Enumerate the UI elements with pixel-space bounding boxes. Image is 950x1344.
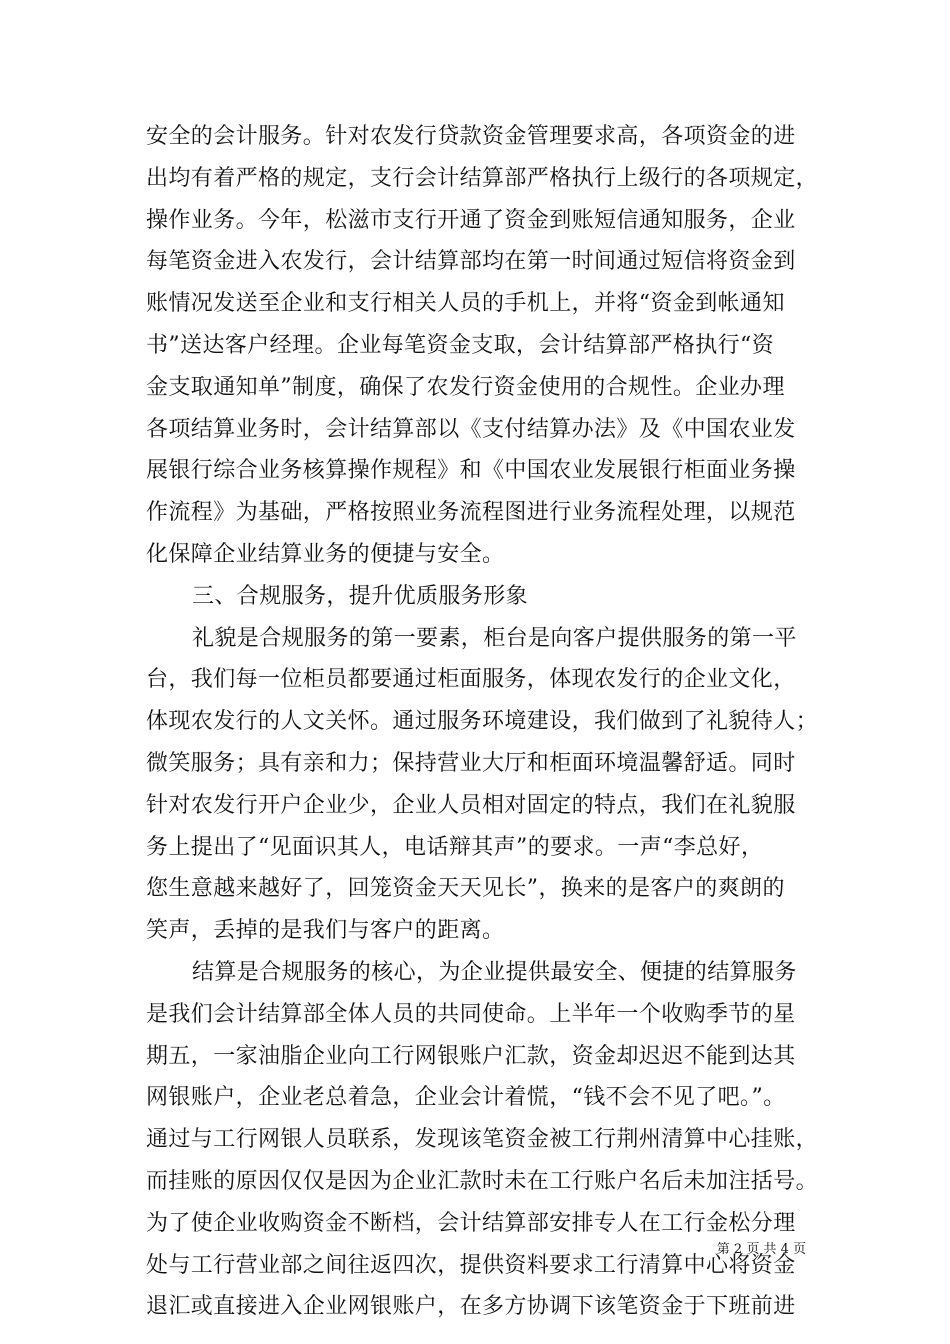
body-text <box>146 116 836 1328</box>
text-line: 安全的会计服务。针对农发行贷款资金管理要求高，各项资金的进 <box>146 124 796 149</box>
text-line: 书”送达客户经理。企业每笔资金支取，会计结算部严格执行“资 <box>146 332 775 358</box>
text-line: 您生意越来越好了，回笼资金天天见长”，换来的是客户的爽朗的 <box>146 876 785 902</box>
text-line: 而挂账的原因仅仅是因为企业汇款时未在工行账户名后未加注括号。 <box>146 1168 819 1194</box>
text-line: 体现农发行的人文关怀。通过服务环境建设，我们做到了礼貌待人； <box>146 709 819 735</box>
page-number: 第 2 页 共 4 页 <box>716 1242 806 1257</box>
text-line: 作流程》为基础，严格按照业务流程图进行业务流程处理，以规范 <box>146 500 796 526</box>
text-line: 网银账户，企业老总着急，企业会计着慌，“钱不会不见了吧。”。 <box>146 1085 786 1111</box>
text-line: 三、合规服务，提升优质服务形象 <box>192 583 529 609</box>
text-line: 操作业务。今年，松滋市支行开通了资金到账短信通知服务，企业 <box>146 207 796 233</box>
text-line: 通过与工行网银人员联系，发现该笔资金被工行荆州清算中心挂账， <box>146 1127 819 1153</box>
text-line: 针对农发行开户企业少，企业人员相对固定的特点，我们在礼貌服 <box>146 792 796 818</box>
text-line: 期五，一家油脂企业向工行网银账户汇款，资金却迟迟不能到达其 <box>146 1043 796 1069</box>
text-line: 微笑服务；具有亲和力；保持营业大厅和柜面环境温馨舒适。同时 <box>146 750 796 776</box>
text-line: 务上提出了“见面识其人，电话辩其声”的要求。一声“李总好， <box>146 834 764 860</box>
text-line: 账情况发送至企业和支行相关人员的手机上，并将“资金到帐通知 <box>146 291 785 317</box>
text-line: 退汇或直接进入企业网银账户，在多方协调下该笔资金于下班前进 <box>146 1294 796 1320</box>
text-line: 出均有着严格的规定，支行会计结算部严格执行上级行的各项规定， <box>146 165 819 191</box>
text-line: 是我们会计结算部全体人员的共同使命。上半年一个收购季节的星 <box>146 1001 796 1027</box>
text-line: 结算是合规服务的核心，为企业提供最安全、便捷的结算服务 <box>192 959 797 985</box>
text-line: 笑声，丢掉的是我们与客户的距离。 <box>146 918 505 944</box>
text-line: 化保障企业结算业务的便捷与安全。 <box>146 541 505 567</box>
text-line: 处与工行营业部之间往返四次，提供资料要求工行清算中心将资金 <box>146 1252 796 1278</box>
text-line: 各项结算业务时，会计结算部以《支付结算办法》及《中国农业发 <box>146 416 796 442</box>
text-line: 礼貌是合规服务的第一要素，柜台是向客户提供服务的第一平 <box>192 625 797 651</box>
text-line: 金支取通知单”制度，确保了农发行资金使用的合规性。企业办理 <box>146 374 785 400</box>
text-line: 展银行综合业务核算操作规程》和《中国农业发展银行柜面业务操 <box>146 458 796 484</box>
text-line: 台，我们每一位柜员都要通过柜面服务，体现农发行的企业文化， <box>146 667 796 693</box>
text-line: 为了使企业收购资金不断档，会计结算部安排专人在工行金松分理 <box>146 1210 796 1236</box>
text-line: 每笔资金进入农发行，会计结算部均在第一时间通过短信将资金到 <box>146 249 796 275</box>
